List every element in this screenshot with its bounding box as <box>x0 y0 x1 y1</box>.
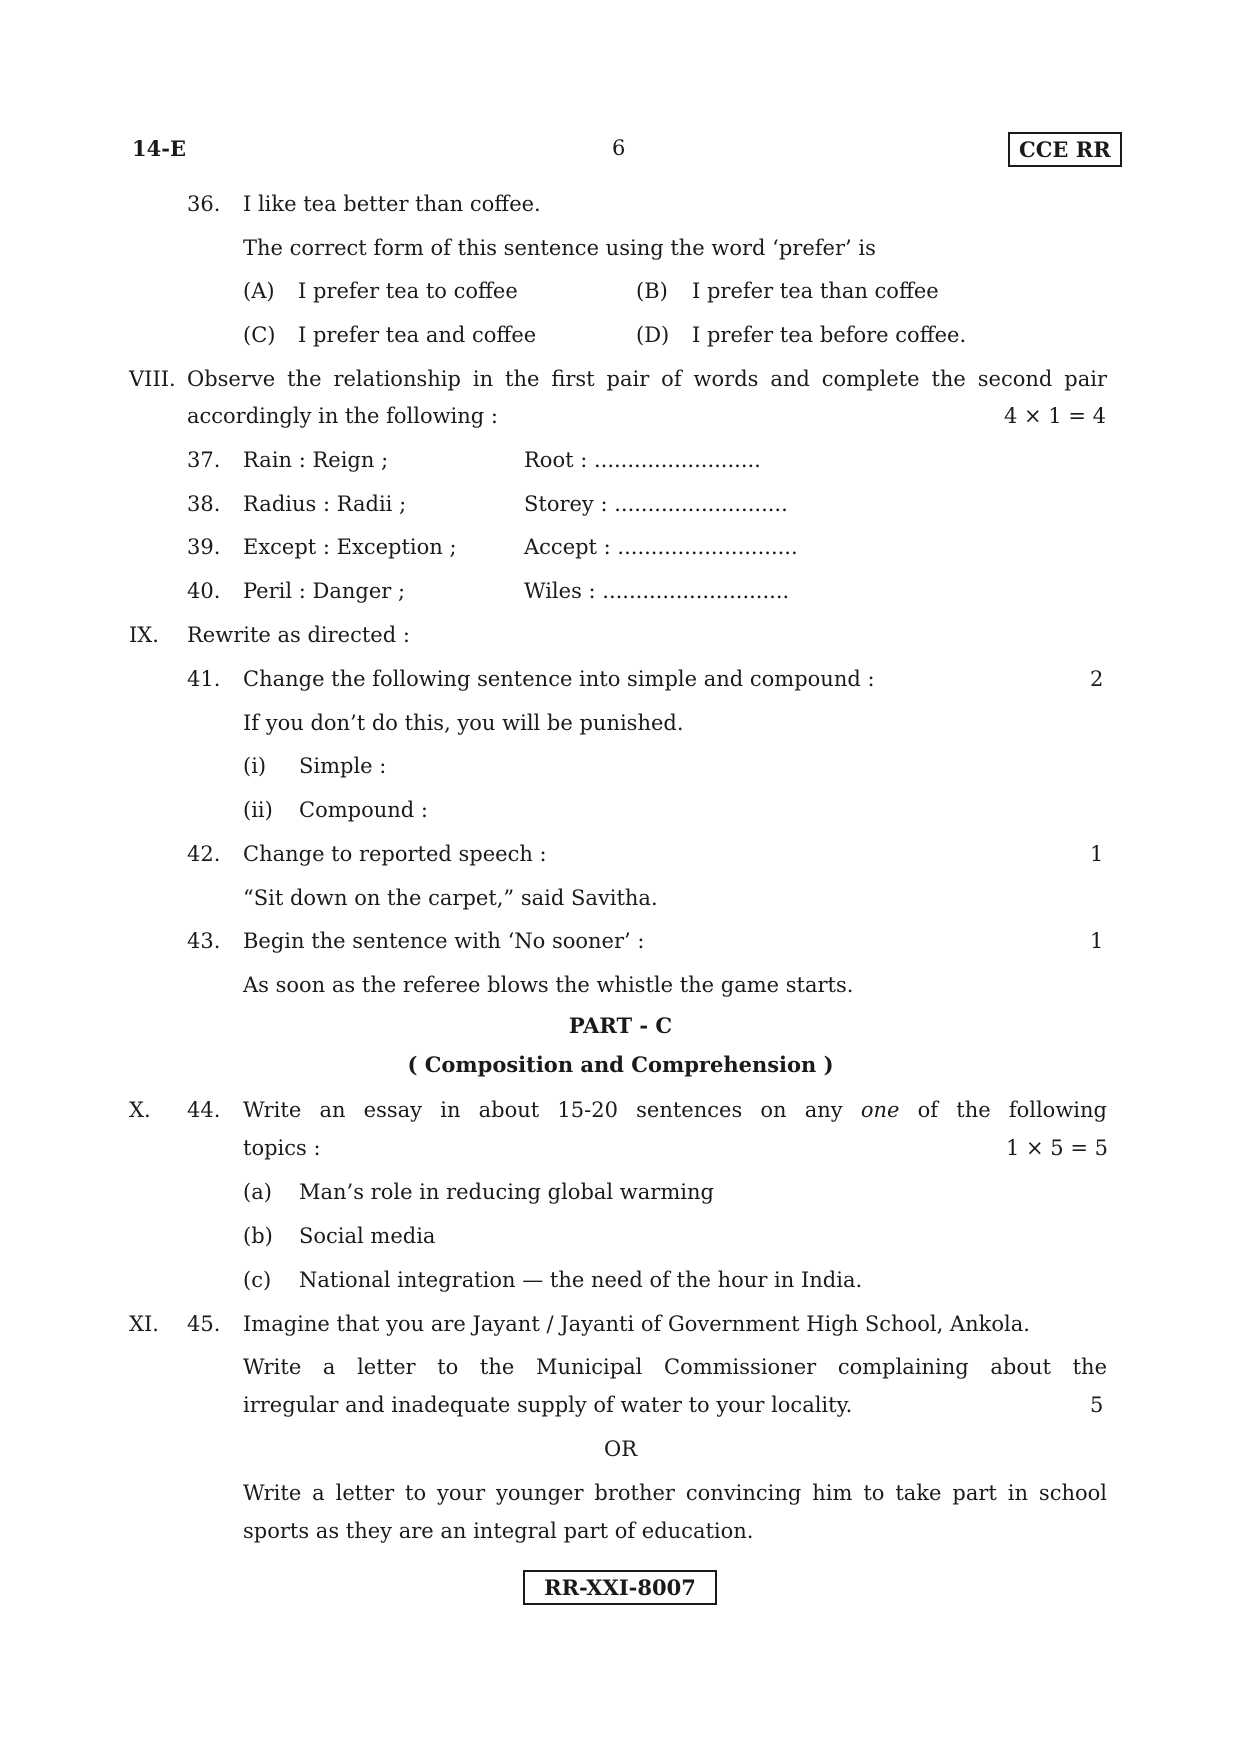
section-instruction-cont: accordingly in the following : <box>187 404 498 428</box>
question-stem: The correct form of this sentence using the word ‘prefer’ is <box>243 236 876 260</box>
section-instruction: Observe the relationship in the first pair of words and complete the second pair <box>187 367 1107 391</box>
question-text: Begin the sentence with ‘No sooner’ : <box>243 929 645 953</box>
question-number: 39. <box>187 535 221 559</box>
topic-text: Man’s role in reducing global warming <box>299 1180 714 1204</box>
sub-label: (i) <box>243 754 267 778</box>
option-label: (A) <box>243 279 275 303</box>
word-pair: Rain : Reign ; <box>243 448 389 472</box>
marks: 2 <box>1090 667 1104 691</box>
question-text-cont: Write a letter to the Municipal Commissioner complaining about the <box>243 1355 1107 1379</box>
word-pair: Peril : Danger ; <box>243 579 406 603</box>
sub-label: (ii) <box>243 798 273 822</box>
question-number: 44. <box>187 1098 221 1122</box>
section-numeral: VIII. <box>129 367 176 391</box>
marks: 5 <box>1090 1393 1104 1417</box>
question-number: 41. <box>187 667 221 691</box>
footer-code: RR-XXI-8007 <box>523 1570 717 1605</box>
question-number: 36. <box>187 192 221 216</box>
marks: 4 × 1 = 4 <box>1004 404 1106 428</box>
answer-blank: Root : ......................... <box>524 448 761 472</box>
section-numeral: IX. <box>129 623 159 647</box>
question-text-part: of the following <box>917 1098 1107 1122</box>
section-numeral: X. <box>129 1098 151 1122</box>
question-sentence: “Sit down on the carpet,” said Savitha. <box>243 886 658 910</box>
question-number: 42. <box>187 842 221 866</box>
marks: 1 <box>1090 929 1104 953</box>
question-text <box>243 1098 1107 1122</box>
question-text-cont: topics : <box>243 1136 321 1160</box>
emphasis-word: one <box>860 1098 900 1122</box>
option-text: I prefer tea before coffee. <box>692 323 967 347</box>
paper-code: 14-E <box>132 136 186 161</box>
or-divider: OR <box>603 1437 638 1461</box>
option-text: I prefer tea and coffee <box>298 323 537 347</box>
page-number: 6 <box>612 136 626 160</box>
topic-label: (b) <box>243 1224 273 1248</box>
part-title: PART - C <box>568 1013 673 1038</box>
question-text: Imagine that you are Jayant / Jayanti of Government High School, Ankola. <box>243 1312 1030 1336</box>
option-label: (D) <box>636 323 670 347</box>
sub-text: Simple : <box>299 754 387 778</box>
question-number: 45. <box>187 1312 221 1336</box>
sub-text: Compound : <box>299 798 428 822</box>
question-text-part: Write an essay in about 15-20 sentences on any <box>243 1098 843 1122</box>
answer-blank: Accept : ........................... <box>524 535 798 559</box>
section-numeral: XI. <box>129 1312 159 1336</box>
question-number: 37. <box>187 448 221 472</box>
part-subtitle: ( Composition and Comprehension ) <box>407 1052 834 1077</box>
question-sentence: If you don’t do this, you will be punished. <box>243 711 684 735</box>
marks: 1 <box>1090 842 1104 866</box>
header-tag: CCE RR <box>1008 132 1122 167</box>
alternative-question-cont: sports as they are an integral part of education. <box>243 1519 754 1543</box>
question-number: 43. <box>187 929 221 953</box>
topic-text: National integration — the need of the hour in India. <box>299 1268 863 1292</box>
option-label: (C) <box>243 323 276 347</box>
option-text: I prefer tea than coffee <box>692 279 939 303</box>
question-number: 40. <box>187 579 221 603</box>
question-sentence: As soon as the referee blows the whistle the game starts. <box>243 973 854 997</box>
answer-blank: Storey : .......................... <box>524 492 788 516</box>
section-title: Rewrite as directed : <box>187 623 410 647</box>
topic-label: (a) <box>243 1180 272 1204</box>
question-text: Change the following sentence into simple and compound : <box>243 667 875 691</box>
topic-label: (c) <box>243 1268 272 1292</box>
option-text: I prefer tea to coffee <box>298 279 518 303</box>
word-pair: Radius : Radii ; <box>243 492 407 516</box>
option-label: (B) <box>636 279 668 303</box>
question-text: I like tea better than coffee. <box>243 192 541 216</box>
question-text-cont: irregular and inadequate supply of water to your locality. <box>243 1393 853 1417</box>
alternative-question: Write a letter to your younger brother convincing him to take part in school <box>243 1481 1107 1505</box>
marks: 1 × 5 = 5 <box>1006 1136 1108 1160</box>
topic-text: Social media <box>299 1224 436 1248</box>
answer-blank: Wiles : ............................ <box>524 579 790 603</box>
question-number: 38. <box>187 492 221 516</box>
question-text: Change to reported speech : <box>243 842 547 866</box>
word-pair: Except : Exception ; <box>243 535 457 559</box>
